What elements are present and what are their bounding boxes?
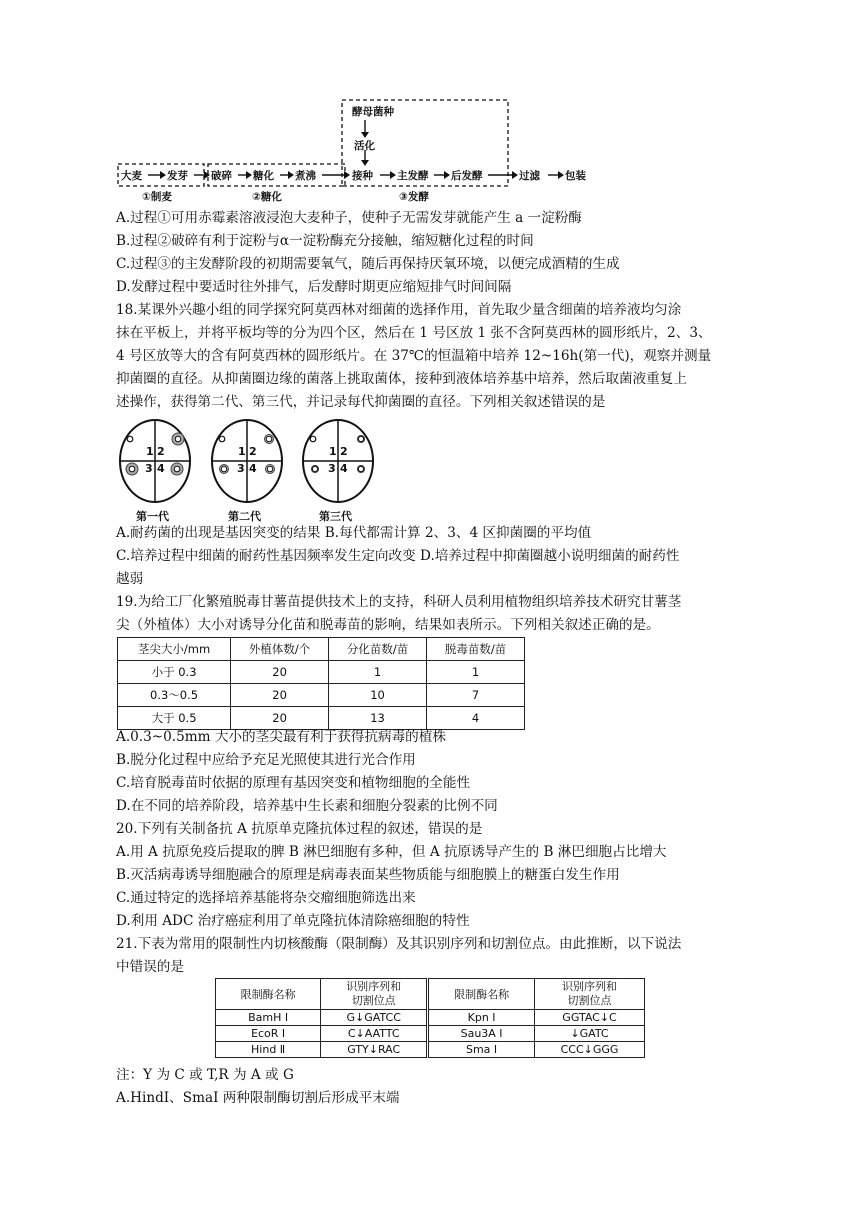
- q21-stem-1: 21.下表为常用的限制性内切核酸酶（限制酶）及其识别序列和切割位点。由此推断，以下说法: [116, 936, 682, 952]
- table-row: [118, 684, 525, 707]
- flow-activate: 活化: [354, 140, 375, 152]
- q19-stem-2: 尖（外植体）大小对诱导分化苗和脱毒苗的影响，结果如表所示。下列相关叙述正确的是。: [116, 617, 660, 633]
- table-cell: Sau3A Ⅰ: [428, 1026, 535, 1042]
- q18-options-cd: C.培养过程中细菌的耐药性基因频率发生定向改变 D.培养过程中抑菌圈越小说明细菌的耐药性: [116, 548, 680, 564]
- dish2-zone-1: 1: [238, 445, 246, 458]
- table-header: 脱毒苗数/苗: [427, 638, 525, 661]
- table-cell: C↓AATTC: [321, 1026, 428, 1042]
- table-cell: 1: [427, 661, 525, 684]
- table-cell: 13: [329, 707, 427, 730]
- table-header: [321, 979, 428, 1010]
- dish3-caption: 第三代: [319, 510, 352, 523]
- table-cell: 20: [231, 661, 329, 684]
- table-header-line: 切割位点: [567, 994, 612, 1007]
- flow-inoculate: 接种: [352, 170, 373, 182]
- table-header: 限制酶名称: [428, 979, 535, 1010]
- flow-crush: 破碎: [211, 170, 232, 182]
- q19-stem-1: 19.为给工厂化繁殖脱毒甘薯苗提供技术上的支持，科研人员利用植物组织培养技术研究甘薯茎: [116, 594, 682, 610]
- q21-option-a: A.HindI、SmaI 两种限制酶切割后形成平末端: [116, 1090, 400, 1106]
- flow-saccharify: 糖化: [253, 170, 274, 182]
- dish1-zone-4: 4: [157, 462, 165, 475]
- table-cell: 大于 0.5: [118, 707, 231, 730]
- q18-stem-1: 18.某课外兴趣小组的同学探究阿莫西林对细菌的选择作用，首先取少量含细菌的培养液均匀涂: [116, 302, 682, 318]
- dish1-zone-2: 2: [157, 445, 165, 458]
- q17-option-c: C.过程③的主发酵阶段的初期需要氧气，随后再保持厌氧环境，以便完成酒精的生成: [116, 256, 620, 272]
- table-cell: 小于 0.3: [118, 661, 231, 684]
- flow-filter: 过滤: [519, 170, 540, 182]
- table-row: [216, 1026, 645, 1042]
- table-cell: 20: [231, 707, 329, 730]
- flow-barley: 大麦: [121, 170, 142, 182]
- q18-stem-5: 述操作，获得第二代、第三代，并记录每代抑菌圈的直径。下列相关叙述错误的是: [116, 394, 606, 410]
- dish1-zone-1: 1: [146, 445, 154, 458]
- q21-note: 注：Y 为 C 或 T,R 为 A 或 G: [116, 1067, 294, 1083]
- table-cell: G↓GATCC: [321, 1010, 428, 1026]
- q18-options-cd-cont: 越弱: [116, 571, 144, 587]
- dish2-zone-4: 4: [249, 462, 257, 475]
- flow-boil: 煮沸: [295, 170, 316, 182]
- table-header: [535, 979, 645, 1010]
- flowchart: [114, 98, 604, 203]
- flow-main-ferment: 主发酵: [397, 170, 429, 182]
- table-cell: 4: [427, 707, 525, 730]
- table-header: 外植体数/个: [231, 638, 329, 661]
- q20-option-c: C.通过特定的选择培养基能将杂交瘤细胞筛选出来: [116, 890, 416, 906]
- table-row: [216, 1010, 645, 1026]
- table-cell: GGTAC↓C: [535, 1010, 645, 1026]
- q17-option-d: D.发酵过程中要适时往外排气，后发酵时期更应缩短排气时间间隔: [116, 279, 512, 295]
- dish3-zone-2: 2: [340, 445, 348, 458]
- table-cell: ↓GATC: [535, 1026, 645, 1042]
- table-cell: BamH Ⅰ: [216, 1010, 321, 1026]
- table-cell: Sma Ⅰ: [428, 1042, 535, 1058]
- table-header-line: 切割位点: [351, 994, 396, 1007]
- table-header-row: [118, 638, 525, 661]
- q21-stem-2: 中错误的是: [116, 959, 184, 975]
- table-header-line: 识别序列和: [346, 980, 402, 993]
- flow-stage3: ③发酵: [399, 191, 429, 203]
- table-row: [118, 661, 525, 684]
- q18-options-ab: A.耐药菌的出现是基因突变的结果 B.每代都需计算 2、3、4 区抑菌圈的平均值: [116, 525, 592, 541]
- dish1-zone-3: 3: [145, 462, 153, 475]
- flow-post-ferment: 后发酵: [451, 170, 483, 182]
- table-header: 茎尖大小/mm: [118, 638, 231, 661]
- flow-yeast: 酵母菌种: [352, 106, 394, 118]
- q17-option-b: B.过程②破碎有利于淀粉与α一淀粉酶充分接触，缩短糖化过程的时间: [116, 233, 534, 249]
- flow-germinate: 发芽: [167, 170, 188, 182]
- table-cell: 7: [427, 684, 525, 707]
- q19-option-c: C.培育脱毒苗时依据的原理有基因突变和植物细胞的全能性: [116, 775, 471, 791]
- flow-package: 包装: [565, 170, 586, 182]
- dish2-zone-2: 2: [249, 445, 257, 458]
- table-cell: CCC↓GGG: [535, 1042, 645, 1058]
- dish3-zone-1: 1: [329, 445, 337, 458]
- dish3-zone-3: 3: [328, 462, 336, 475]
- q19-table: [117, 637, 525, 730]
- dish2-caption: 第二代: [228, 510, 261, 523]
- q17-option-a: A.过程①可用赤霉素溶液浸泡大麦种子，使种子无需发芽就能产生 a 一淀粉酶: [116, 210, 582, 226]
- q20-option-b: B.灭活病毒诱导细胞融合的原理是病毒表面某些物质能与细胞膜上的糖蛋白发生作用: [116, 867, 620, 883]
- table-cell: 20: [231, 684, 329, 707]
- q20-option-d: D.利用 ADC 治疗癌症利用了单克隆抗体清除癌细胞的特性: [116, 913, 470, 929]
- petri-dishes: [116, 414, 416, 524]
- dish3-zone-4: 4: [340, 462, 348, 475]
- q18-stem-2: 抹在平板上，并将平板均等的分为四个区，然后在 1 号区放 1 张不含阿莫西林的圆形纸片，2、3、: [116, 325, 712, 341]
- table-header-line: 识别序列和: [562, 980, 618, 993]
- table-cell: 0.3～0.5: [118, 684, 231, 707]
- flow-stage2: ②糖化: [252, 191, 282, 203]
- q21-enzyme-table: [215, 978, 645, 1058]
- table-cell: EcoR Ⅰ: [216, 1026, 321, 1042]
- q19-option-b: B.脱分化过程中应给予充足光照使其进行光合作用: [116, 752, 416, 768]
- table-header: 限制酶名称: [216, 979, 321, 1010]
- table-cell: 10: [329, 684, 427, 707]
- table-row: [216, 1042, 645, 1058]
- table-header-row: [216, 979, 645, 1010]
- dish2-zone-3: 3: [237, 462, 245, 475]
- table-header: 分化苗数/苗: [329, 638, 427, 661]
- table-cell: 1: [329, 661, 427, 684]
- q19-option-d: D.在不同的培养阶段，培养基中生长素和细胞分裂素的比例不同: [116, 798, 498, 814]
- q18-stem-4: 抑菌圈的直径。从抑菌圈边缘的菌落上挑取菌体，接种到液体培养基中培养，然后取菌液重复上: [116, 371, 687, 387]
- table-cell: GTY↓RAC: [321, 1042, 428, 1058]
- q19-option-a: A.0.3~0.5mm 大小的茎尖最有利于获得抗病毒的植株: [116, 729, 446, 745]
- table-cell: Kpn Ⅰ: [428, 1010, 535, 1026]
- dish1-caption: 第一代: [136, 510, 169, 523]
- q20-stem: 20.下列有关制备抗 A 抗原单克隆抗体过程的叙述，错误的是: [116, 821, 483, 837]
- table-cell: Hind Ⅱ: [216, 1042, 321, 1058]
- q18-stem-3: 4 号区放等大的含有阿莫西林的圆形纸片。在 37℃的恒温箱中培养 12~16h(第一代)，观察并测量: [116, 348, 712, 364]
- q20-option-a: A.用 A 抗原免疫后提取的脾 B 淋巴细胞有多种，但 A 抗原诱导产生的 B 淋巴细胞占比增大: [116, 844, 667, 860]
- flow-stage1: ①制麦: [142, 191, 172, 203]
